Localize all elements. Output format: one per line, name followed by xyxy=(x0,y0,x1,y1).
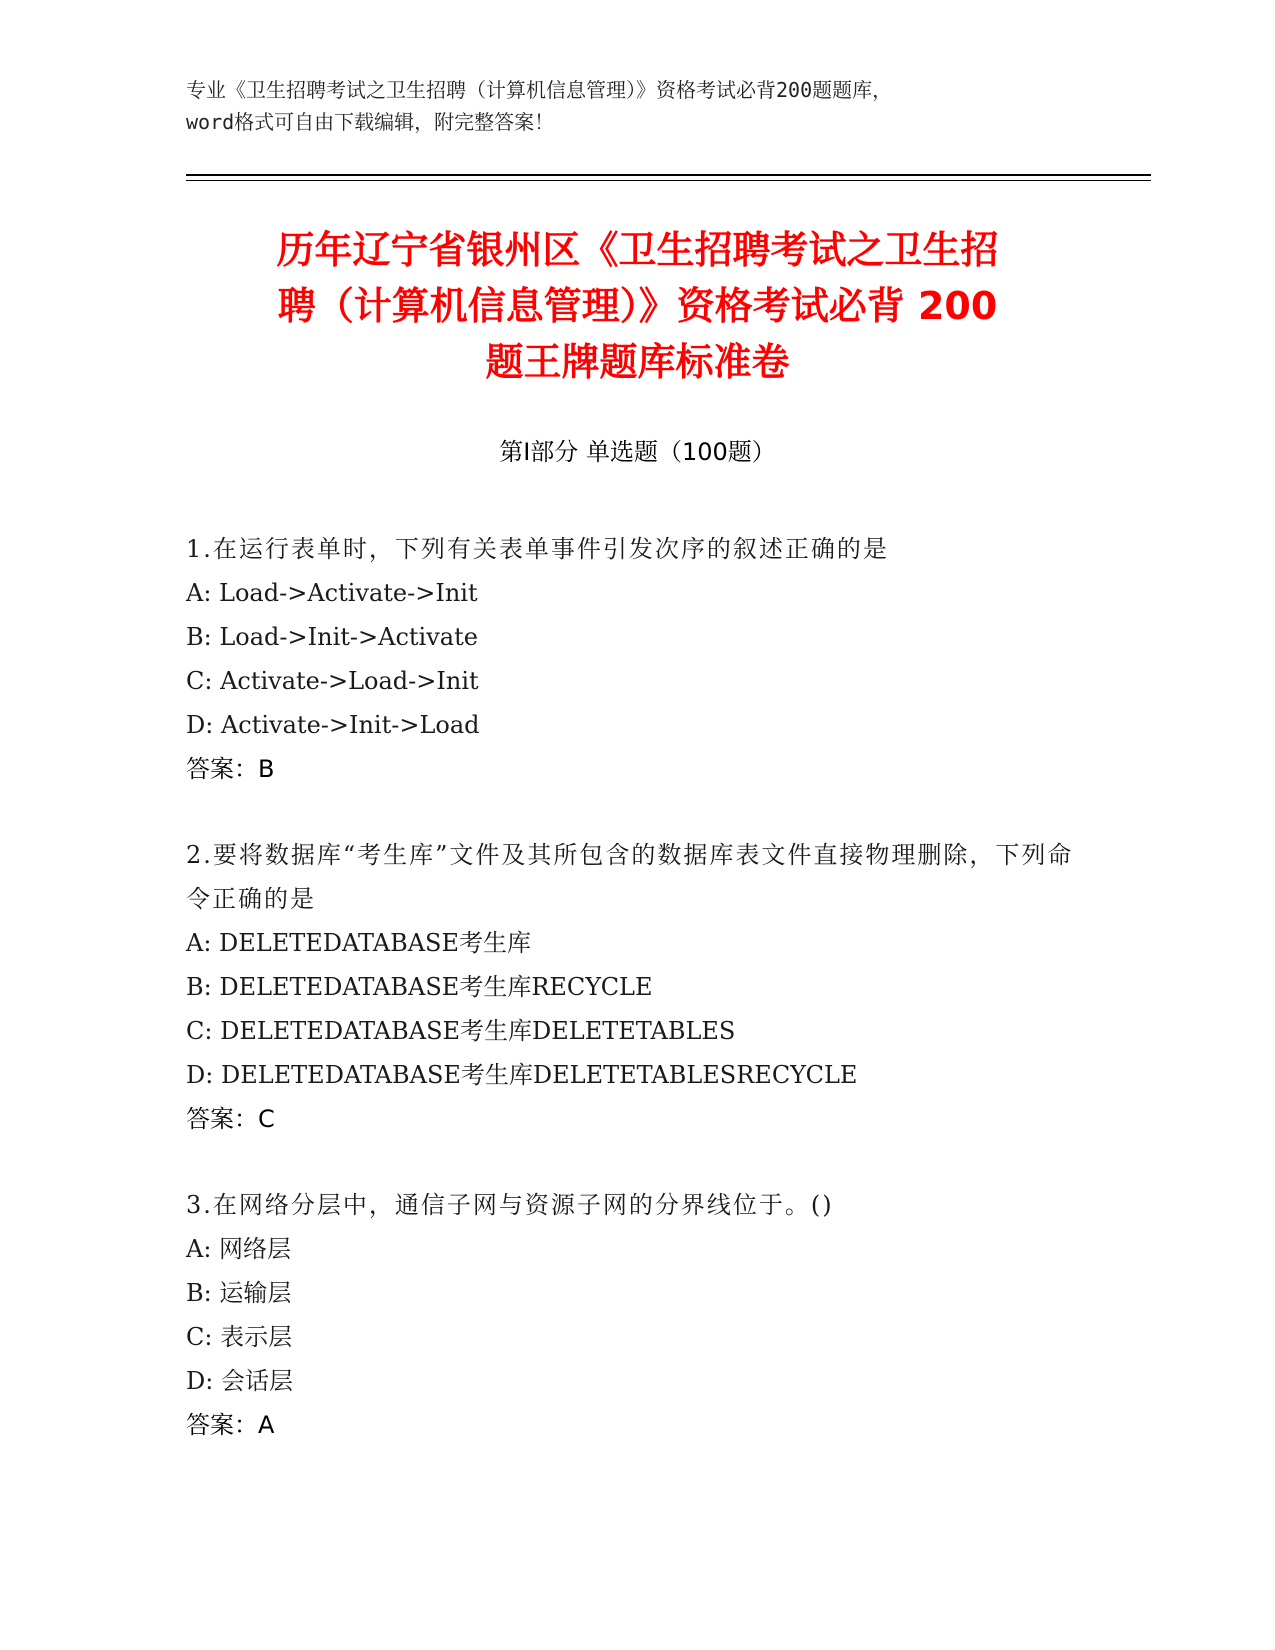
question-1 xyxy=(186,527,1086,791)
option-a: A: Load->Activate->Init xyxy=(186,579,478,607)
answer: 答案：A xyxy=(186,1411,275,1439)
question-stem: 2.要将数据库“考生库”文件及其所包含的数据库表文件直接物理删除，下列命令正确的是 xyxy=(186,841,1074,913)
header-note xyxy=(186,74,1086,138)
option-d: D: 会话层 xyxy=(186,1367,293,1395)
answer: 答案：B xyxy=(186,755,275,783)
document-title xyxy=(170,222,1105,390)
question-3 xyxy=(186,1183,1086,1447)
option-b: B: 运输层 xyxy=(186,1279,292,1307)
option-b: B: DELETEDATABASE考生库RECYCLE xyxy=(186,973,653,1001)
option-c: C: Activate->Load->Init xyxy=(186,667,479,695)
option-d: D: DELETEDATABASE考生库DELETETABLESRECYCLE xyxy=(186,1061,858,1089)
document-title-line-1: 历年辽宁省银州区《卫生招聘考试之卫生招 xyxy=(276,228,999,272)
header-note-line-1: 专业《卫生招聘考试之卫生招聘（计算机信息管理）》资格考试必背200题题库， xyxy=(186,78,893,102)
question-stem: 3.在网络分层中，通信子网与资源子网的分界线位于。() xyxy=(186,1191,834,1219)
document-title-line-3: 题王牌题库标准卷 xyxy=(485,340,790,384)
header-divider-thin xyxy=(186,180,1151,181)
document-title-line-2: 聘（计算机信息管理）》资格考试必背 200 xyxy=(277,284,998,328)
question-stem: 1.在运行表单时，下列有关表单事件引发次序的叙述正确的是 xyxy=(186,535,889,563)
option-c: C: 表示层 xyxy=(186,1323,293,1351)
section-title: 第Ⅰ部分 单选题（100题） xyxy=(499,438,776,466)
question-list xyxy=(186,527,1086,1489)
option-c: C: DELETEDATABASE考生库DELETETABLES xyxy=(186,1017,736,1045)
option-a: A: DELETEDATABASE考生库 xyxy=(186,929,532,957)
header-divider-thick xyxy=(186,174,1151,176)
question-2 xyxy=(186,833,1086,1141)
option-b: B: Load->Init->Activate xyxy=(186,623,478,651)
answer: 答案：C xyxy=(186,1105,275,1133)
option-a: A: 网络层 xyxy=(186,1235,292,1263)
header-note-line-2: word格式可自由下载编辑，附完整答案！ xyxy=(186,110,555,134)
option-d: D: Activate->Init->Load xyxy=(186,711,480,739)
